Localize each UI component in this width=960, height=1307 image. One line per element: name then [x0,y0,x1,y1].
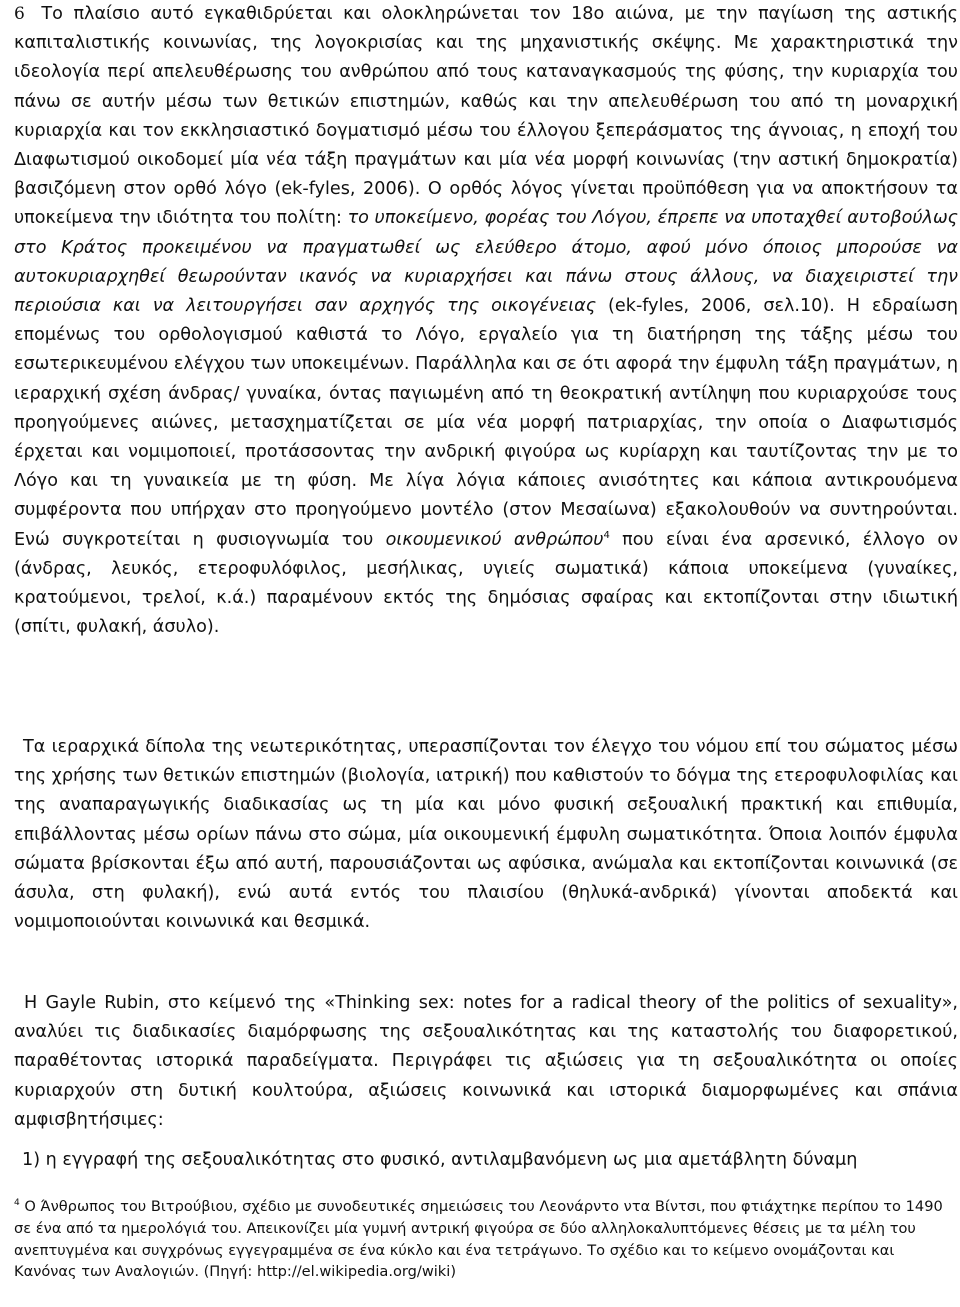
list-item: 1) η εγγραφή της σεξουαλικότητας στο φυσικό, αντιλαμβανόμενη ως μια αμετάβλητη δύναμη [22,1150,858,1170]
footnote-text: Ο Άνθρωπος του Βιτρούβιου, σχέδιο με συνοδευτικές σημειώσεις του Λεονάρντο ντα Βίντσι, που φτιάχτηκε περίπου το 1490 σε ένα από τα ημερολόγιά του. Απεικονίζει μία γυμνή αντρική φιγούρα σε δύο αλληλοκαλυπτόμενες θέσεις με τα μέλη του ανεπτυγμένα και συγχρόνως εγγεγραμμένα σε ένα κύκλο και ένα τετράγωνο. Το σχέδιο και το κείμενο ονομάζονται και Κανόνας των Αναλογιών. (Πηγή: http://el.wikipedia.org/wiki) [14,1198,943,1281]
paragraph-1-text-c: που είναι ένα αρσενικό, έλλογο ον (άνδρας, λευκός, ετεροφυλόφιλος, μεσήλικας, υγιείς σωματικά) κάποια υποκείμενα (γυναίκες, κρατούμενοι, τρελοί, κ.ά.) παραμένουν εκτός της δημόσιας σφαίρας και εκτοπίζονται στην ιδιωτική (σπίτι, φυλακή, άσυλο). [14,529,958,638]
page-number: 6 [14,4,25,24]
paragraph-1-text-b: (ek-fyles, 2006, σελ.10). Η εδραίωση επομένως του ορθολογισμού καθιστά το Λόγο, εργαλείο για τη διατήρηση της τάξης μέσω του εσωτερικευμένου ελέγχου των υποκειμένων. Παράλληλα και σε ότι αφορά την έμφυλη τάξη πραγμάτων, η ιεραρχική σχέση άνδρας/ γυναίκα, όντας παγιωμένη από τη θεοκρατική αντίληψη που κυριαρχούσε τους προηγούμενες αιώνες, μετασχηματίζεται σε μία νέα μορφή πατριαρχίας, την οποία ο Διαφωτισμός έρχεται και νομιμοποιεί, προτάσσοντας την ανδρική φιγούρα ως κυρίαρχη και ταυτίζοντας την με το Λόγο και τη γυναικεία με τη φύση. Με λίγα λόγια κάποιες ανισότητες και κάποια αντικρουόμενα συμφέροντα που υπήρχαν στο προηγούμενο μοντέλο (στον Μεσαίωνα) εξακολουθούν να συντηρούνται. Ενώ συγκροτείται η φυσιογνωμία του [14,296,958,550]
paragraph-1-text-a: Το πλαίσιο αυτό εγκαθιδρύεται και ολοκληρώνεται τον 18ο αιώνα, με την παγίωση της αστικής καπιταλιστικής κοινωνίας, της λογοκρισίας και της μηχανιστικής σκέψης. Με χαρακτηριστικά την ιδεολογία περί απελευθέρωσης του ανθρώπου από τους καταναγκασμούς της φύσης, την κυριαρχία του πάνω σε αυτήν μέσω των θετικών επιστημών, καθώς και την απελευθέρωση του από τη μοναρχική κυριαρχία και τον εκκλησιαστικό δογματισμό μέσω του έλλογου ξεπεράσματος της άγνοιας, η εποχή του Διαφωτισμού οικοδομεί μία νέα τάξη πραγμάτων και μία νέα μορφή κοινωνίας (την αστική δημοκρατία) βασιζόμενη στον ορθό λόγο (ek-fyles, 2006). Ο ορθός λόγος γίνεται προϋπόθεση για να αποκτήσουν τα υποκείμενα την ιδιότητα του πολίτη: [14,4,958,229]
paragraph-2: Τα ιεραρχικά δίπολα της νεωτερικότητας, υπερασπίζονται τον έλεγχο του νόμου επί του σώματος μέσω της χρήσης των θετικών επιστημών (βιολογία, ιατρική) που καθιστούν το δόγμα της ετεροφυλοφιλίας και της αναπαραγωγικής διαδικασίας ως τη μία και μόνο φυσική σεξουαλική πρακτική και επιθυμία, επιβάλλοντας μέσω ορίων πάνω στο σώμα, μία οικουμενική έμφυλη σωματικότητα. Όποια λοιπόν έμφυλα σώματα βρίσκονται έξω από αυτή, παρουσιάζονται ως αφύσικα, ανώμαλα και εκτοπίζονται κοινωνικά (σε άσυλα, στη φυλακή), ενώ αυτά εντός του πλαισίου (θηλυκά-ανδρικά) γίνονται αποδεκτά και νομιμοποιούνται κοινωνικά και θεσμικά. [14,737,958,933]
footnote-marker: 4 [14,1198,20,1209]
paragraph-1-italic-term: οικουμενικού ανθρώπου [385,529,604,550]
paragraph-1-italic-quote: το υποκείμενο, φορέας του Λόγου, έπρεπε να υποταχθεί αυτοβούλως στο Κράτος προκειμένου να πραγματωθεί ως ελεύθερο άτομο, αφού μόνο όποιος μπορούσε να αυτοκυριαρχηθεί θεωρούνταν ικανός να κυριαρχήσει και πάνω στους άλλους, να διαχειριστεί την περιούσια και να λειτουργήσει σαν αρχηγός της οικογένειας [14,208,958,317]
footnote-reference: 4 [603,529,610,541]
paragraph-3: Η Gayle Rubin, στο κείμενό της «Thinking sex: notes for a radical theory of the politics of sexuality», αναλύει τις διαδικασίες διαμόρφωσης της σεξουαλικότητας και της καταστολής του διαφορετικού, παραθέτοντας ιστορικά παραδείγματα. Περιγράφει τις αξιώσεις για τη σεξουαλικότητα οι οποίες κυριαρχούν στη δυτική κουλτούρα, αξιώσεις κοινωνικά και ιστορικά διαμορφωμένες και σπάνια αμφισβητήσιμες: [14,993,958,1130]
paragraph-1 [14,0,958,642]
footnote [14,1196,958,1283]
